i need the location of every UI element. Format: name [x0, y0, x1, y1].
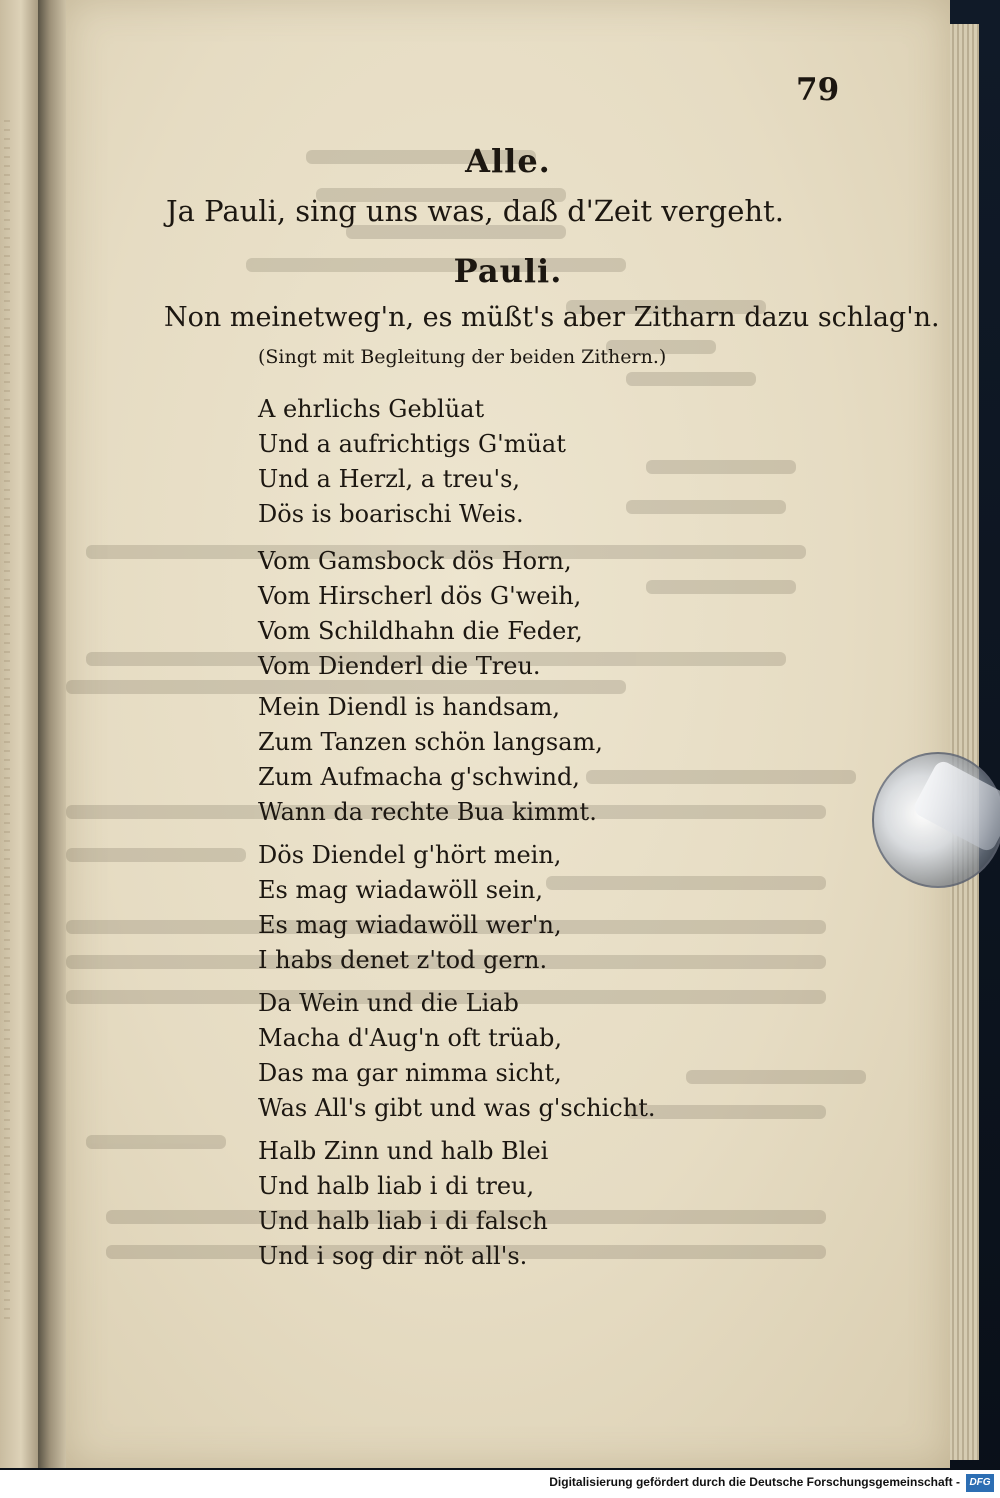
verse-line: Und i sog dir nöt all's. — [258, 1242, 528, 1270]
book-page — [66, 0, 950, 1468]
song-stanza — [258, 544, 583, 684]
verse-line: Zum Aufmacha g'schwind, — [258, 763, 580, 791]
funding-credit: Digitalisierung gefördert durch die Deutsche Forschungsgemeinschaft - — [549, 1475, 960, 1489]
verse-line: A ehrlichs Geblüat — [258, 395, 485, 423]
verse-line: Zum Tanzen schön langsam, — [258, 728, 603, 756]
verse-line: Mein Diendl is handsam, — [258, 693, 561, 721]
page-stack-edge — [948, 24, 979, 1460]
verse-line: Und halb liab i di treu, — [258, 1172, 535, 1200]
verse-line: Es mag wiadawöll sein, — [258, 876, 543, 904]
verse-line: Und halb liab i di falsch — [258, 1207, 548, 1235]
verse-line: Und a aufrichtigs G'müat — [258, 430, 566, 458]
verse-line: Dös is boarischi Weis. — [258, 500, 524, 528]
verse-line: Vom Schildhahn die Feder, — [258, 617, 583, 645]
verse-line: Macha d'Aug'n oft trüab, — [258, 1024, 562, 1052]
verse-line: Es mag wiadawöll wer'n, — [258, 911, 562, 939]
verse-line: Halb Zinn und halb Blei — [258, 1137, 549, 1165]
verse-line: Vom Hirscherl dös G'weih, — [258, 582, 582, 610]
verse-line: Dös Diendel g'hört mein, — [258, 841, 562, 869]
verse-line: Das ma gar nimma sicht, — [258, 1059, 562, 1087]
verse-line: Und a Herzl, a treu's, — [258, 465, 521, 493]
dialogue-line: Non meinetweg'n, es müßt's aber Zitharn dazu schlag'n. — [164, 302, 940, 333]
verse-line: Vom Gamsbock dös Horn, — [258, 547, 572, 575]
song-stanza — [258, 1134, 548, 1274]
stage-direction: (Singt mit Begleitung der beiden Zithern.) — [258, 346, 667, 368]
verse-line: Was All's gibt und was g'schicht. — [258, 1094, 656, 1122]
page-number: 79 — [796, 72, 840, 108]
verse-line: Vom Dienderl die Treu. — [258, 652, 541, 680]
dfg-logo: DFG — [966, 1474, 994, 1492]
book-gutter — [38, 0, 68, 1468]
song-stanza — [258, 392, 566, 532]
song-stanza — [258, 690, 603, 830]
speaker-heading-alle: Alle. — [465, 142, 551, 180]
speaker-heading-pauli: Pauli. — [453, 252, 563, 290]
song-stanza — [258, 838, 562, 978]
verse-line: Da Wein und die Liab — [258, 989, 519, 1017]
page-clip — [872, 752, 1000, 888]
digitization-footer — [0, 1470, 1000, 1498]
left-page-edge — [0, 0, 40, 1468]
verse-line: I habs denet z'tod gern. — [258, 946, 548, 974]
dialogue-line: Ja Pauli, sing uns was, daß d'Zeit vergeht. — [166, 194, 784, 228]
verse-line: Wann da rechte Bua kimmt. — [258, 798, 597, 826]
song-stanza — [258, 986, 655, 1126]
